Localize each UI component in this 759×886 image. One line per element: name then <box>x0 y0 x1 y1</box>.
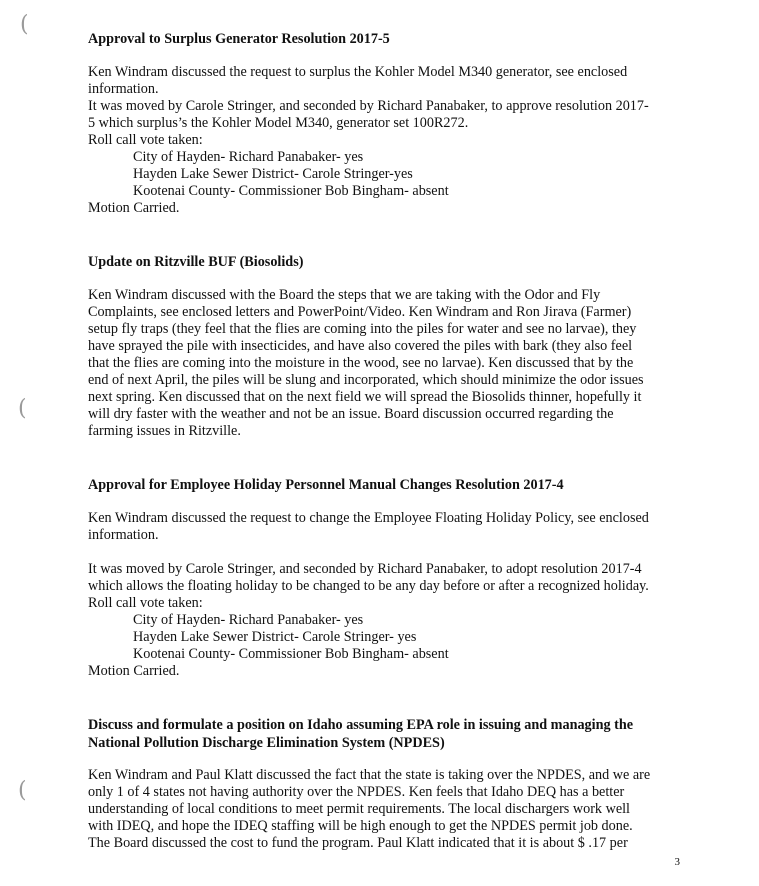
paragraph-line: information. <box>88 81 159 97</box>
section-heading-ritzville: Update on Ritzville BUF (Biosolids) <box>88 254 304 270</box>
paragraph-line: with IDEQ, and hope the IDEQ staffing will be high enough to get the NPDES permit job done. <box>88 818 633 834</box>
paragraph-line: Complaints, see enclosed letters and PowerPoint/Video. Ken Windram and Ron Jirava (Farmer) <box>88 304 632 320</box>
paragraph-line: next spring. Ken discussed that on the next field we will spread the Biosolids thinner, hopefully it <box>88 389 642 405</box>
vote-line: Kootenai County- Commissioner Bob Bingham- absent <box>133 183 449 199</box>
binder-mark-middle: ( <box>18 396 27 421</box>
paragraph-line: that the flies are coming into the moisture in the wood, see no larvae). Ken discussed that by the <box>88 355 634 371</box>
paragraph-line: The Board discussed the cost to fund the program. Paul Klatt indicated that it is about $ .17 per <box>88 835 628 851</box>
paragraph-line: setup fly traps (they feel that the flies are coming into the piles for water and see no larvae), they <box>88 321 637 337</box>
paragraph-line: Ken Windram and Paul Klatt discussed the fact that the state is taking over the NPDES, and we are <box>88 767 651 783</box>
paragraph-line: 5 which surplus’s the Kohler Model M340, generator set 100R272. <box>88 115 469 131</box>
paragraph-line: only 1 of 4 states not having authority over the NPDES. Ken feels that Idaho DEQ has a better <box>88 784 625 800</box>
motion-result: Motion Carried. <box>88 200 180 216</box>
section-heading-npdes-cont: National Pollution Discharge Elimination System (NPDES) <box>88 735 445 751</box>
vote-line: Kootenai County- Commissioner Bob Bingham- absent <box>133 646 449 662</box>
paragraph-line: Ken Windram discussed the request to surplus the Kohler Model M340 generator, see enclosed <box>88 64 628 80</box>
paragraph-line: Ken Windram discussed the request to change the Employee Floating Holiday Policy, see enclosed <box>88 510 649 526</box>
roll-call-label: Roll call vote taken: <box>88 132 203 148</box>
motion-result: Motion Carried. <box>88 663 180 679</box>
section-heading-npdes: Discuss and formulate a position on Idaho assuming EPA role in issuing and managing the <box>88 717 634 733</box>
section-heading-generator: Approval to Surplus Generator Resolution 2017-5 <box>88 31 390 47</box>
vote-line: City of Hayden- Richard Panabaker- yes <box>133 612 364 628</box>
paragraph-line: farming issues in Ritzville. <box>88 423 241 439</box>
paragraph-line: have sprayed the pile with insecticides, and have also covered the piles with bark (they also feel <box>88 338 633 354</box>
paragraph-line: It was moved by Carole Stringer, and seconded by Richard Panabaker, to approve resolution 2017- <box>88 98 649 114</box>
vote-line: City of Hayden- Richard Panabaker- yes <box>133 149 364 165</box>
vote-line: Hayden Lake Sewer District- Carole Stringer- yes <box>133 629 417 645</box>
paragraph-line: understanding of local conditions to meet permit requirements. The local dischargers work well <box>88 801 630 817</box>
roll-call-label: Roll call vote taken: <box>88 595 203 611</box>
paragraph-line: will dry faster with the weather and not be an issue. Board discussion occurred regarding the <box>88 406 614 422</box>
binder-mark-top: ( <box>20 12 29 37</box>
paragraph-line: end of next April, the piles will be slung and incorporated, which should minimize the odor issues <box>88 372 644 388</box>
paragraph-line: Ken Windram discussed with the Board the steps that we are taking with the Odor and Fly <box>88 287 601 303</box>
paragraph-line: which allows the floating holiday to be changed to be any day before or after a recognized holiday. <box>88 578 649 594</box>
binder-mark-bottom: ( <box>18 778 27 803</box>
vote-line: Hayden Lake Sewer District- Carole Stringer-yes <box>133 166 413 182</box>
paragraph-line: It was moved by Carole Stringer, and seconded by Richard Panabaker, to adopt resolution 2017-4 <box>88 561 642 577</box>
paragraph-line: information. <box>88 527 159 543</box>
section-heading-holiday: Approval for Employee Holiday Personnel Manual Changes Resolution 2017-4 <box>88 477 564 493</box>
page-number: 3 <box>674 856 680 868</box>
